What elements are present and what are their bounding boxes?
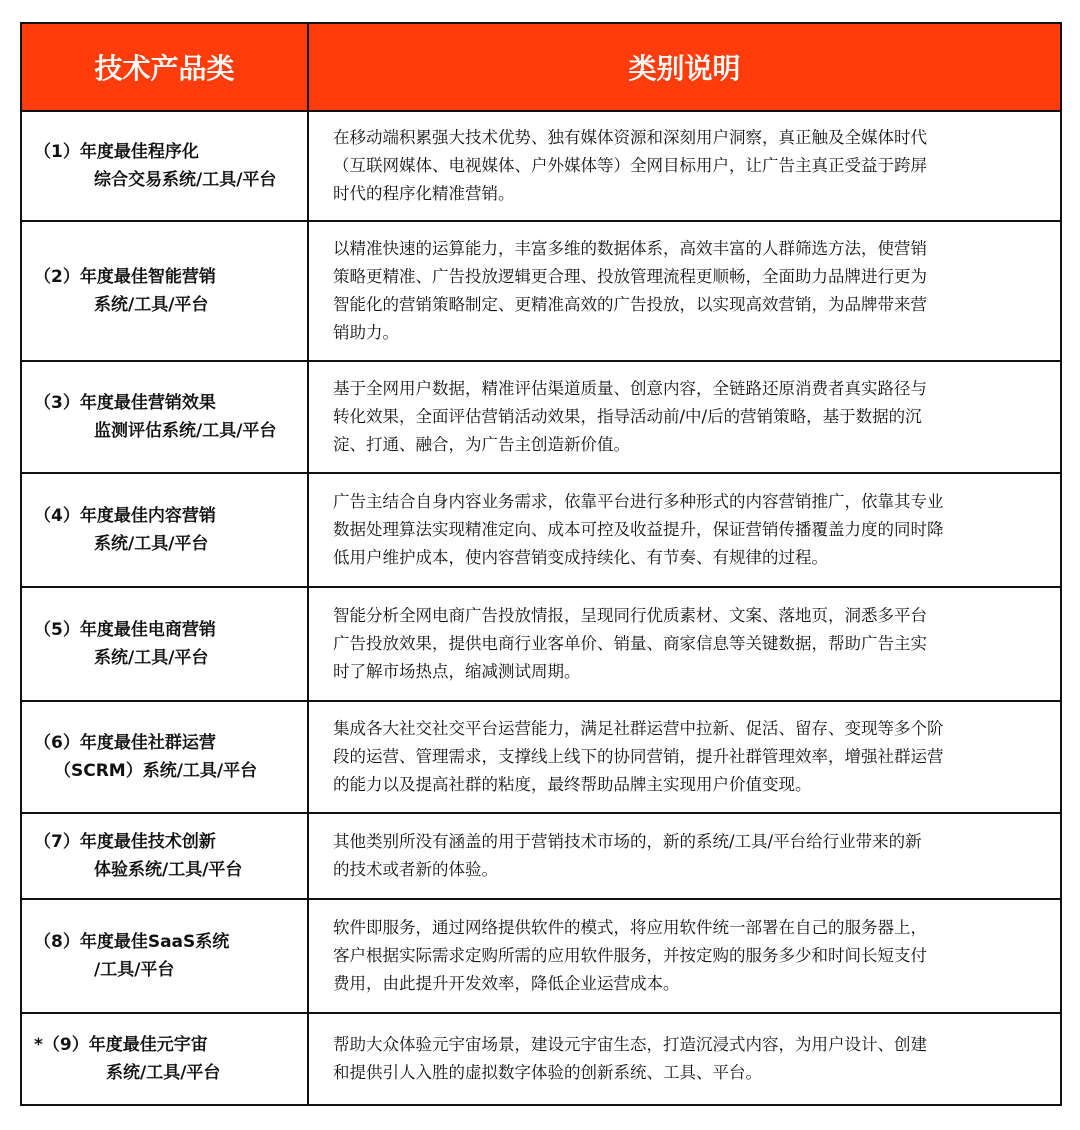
description-line: 在移动端积累强大技术优势、独有媒体资源和深刻用户洞察，真正触及全媒体时代 (333, 128, 927, 147)
header-category-description: 类别说明 (308, 23, 1061, 111)
description-line: 淀、打通、融合，为广告主创造新价值。 (333, 435, 630, 454)
category-name-cell (21, 361, 308, 473)
category-name-line-2: 体验系统/工具/平台 (94, 860, 243, 880)
table-row (21, 221, 1061, 361)
table-row (21, 899, 1061, 1013)
table-row (21, 1013, 1061, 1105)
table-row (21, 701, 1061, 813)
category-name-line-2: （SCRM）系统/工具/平台 (54, 761, 258, 781)
description-line: 集成各大社交社交平台运营能力，满足社群运营中拉新、促活、留存、变现等多个阶 (333, 719, 944, 738)
description-line: 的能力以及提高社群的粘度，最终帮助品牌主实现用户价值变现。 (333, 775, 812, 794)
description-line: 和提供引人入胜的虚拟数字体验的创新系统、工具、平台。 (333, 1063, 762, 1082)
category-description-cell (308, 361, 1061, 473)
description-line: 广告主结合自身内容业务需求，依靠平台进行多种形式的内容营销推广，依靠其专业 (333, 492, 944, 511)
category-name-line-1: （7）年度最佳技术创新 (34, 832, 216, 852)
category-description-cell (308, 899, 1061, 1013)
description-line: 基于全网用户数据，精准评估渠道质量、创意内容，全链路还原消费者真实路径与 (333, 379, 927, 398)
category-description-cell (308, 111, 1061, 221)
category-name-line-1: （4）年度最佳内容营销 (34, 506, 216, 526)
category-description-cell (308, 813, 1061, 899)
category-name-line-2: 监测评估系统/工具/平台 (94, 421, 277, 441)
category-name-line-1: （5）年度最佳电商营销 (34, 620, 216, 640)
table-row (21, 587, 1061, 701)
category-description-cell (308, 1013, 1061, 1105)
description-line: 低用户维护成本，使内容营销变成持续化、有节奏、有规律的过程。 (333, 548, 828, 567)
category-description-cell (308, 701, 1061, 813)
description-line: 转化效果，全面评估营销活动效果，指导活动前/中/后的营销策略，基于数据的沉 (333, 407, 922, 426)
category-name-line-2: /工具/平台 (94, 960, 175, 980)
description-line: （互联网媒体、电视媒体、户外媒体等）全网目标用户，让广告主真正受益于跨屏 (333, 156, 927, 175)
category-name-cell (21, 587, 308, 701)
description-line: 数据处理算法实现精准定向、成本可控及收益提升，保证营销传播覆盖力度的同时降 (333, 520, 944, 539)
category-name-cell (21, 813, 308, 899)
table-row (21, 813, 1061, 899)
award-category-table (20, 22, 1062, 1106)
description-line: 智能化的营销策略制定、更精准高效的广告投放，以实现高效营销，为品牌带来营 (333, 295, 927, 314)
category-description-cell (308, 473, 1061, 587)
category-name-line-1: （1）年度最佳程序化 (34, 142, 199, 162)
category-name-line-2: 系统/工具/平台 (94, 534, 209, 554)
description-line: 其他类别所没有涵盖的用于营销技术市场的，新的系统/工具/平台给行业带来的新 (333, 832, 922, 851)
description-line: 段的运营、管理需求，支撑线上线下的协同营销，提升社群管理效率，增强社群运营 (333, 747, 944, 766)
category-name-line-2: 系统/工具/平台 (94, 295, 209, 315)
category-name-cell (21, 1013, 308, 1105)
description-line: 时代的程序化精准营销。 (333, 184, 515, 203)
category-name-line-1: （6）年度最佳社群运营 (34, 733, 216, 753)
description-line: 策略更精准、广告投放逻辑更合理、投放管理流程更顺畅，全面助力品牌进行更为 (333, 267, 927, 286)
header-product-category: 技术产品类 (21, 23, 308, 111)
description-line: 时了解市场热点，缩减测试周期。 (333, 662, 581, 681)
description-line: 费用，由此提升开发效率，降低企业运营成本。 (333, 974, 680, 993)
category-name-line-1: （2）年度最佳智能营销 (34, 267, 216, 287)
category-name-line-2: 综合交易系统/工具/平台 (94, 170, 277, 190)
category-name-cell (21, 473, 308, 587)
table-row (21, 361, 1061, 473)
description-line: 的技术或者新的体验。 (333, 860, 498, 879)
category-name-line-1: （3）年度最佳营销效果 (34, 393, 216, 413)
description-line: 智能分析全网电商广告投放情报，呈现同行优质素材、文案、落地页，洞悉多平台 (333, 606, 927, 625)
category-name-line-2: 系统/工具/平台 (106, 1063, 221, 1083)
table-body (21, 111, 1061, 1105)
category-name-line-2: 系统/工具/平台 (94, 648, 209, 668)
category-name-line-1: *（9）年度最佳元宇宙 (34, 1035, 208, 1055)
category-name-cell (21, 221, 308, 361)
category-description-cell (308, 221, 1061, 361)
table-row (21, 473, 1061, 587)
description-line: 客户根据实际需求定购所需的应用软件服务，并按定购的服务多少和时间长短支付 (333, 946, 927, 965)
category-name-cell (21, 111, 308, 221)
category-name-line-1: （8）年度最佳SaaS系统 (34, 932, 230, 952)
description-line: 广告投放效果，提供电商行业客单价、销量、商家信息等关键数据，帮助广告主实 (333, 634, 927, 653)
category-description-cell (308, 587, 1061, 701)
table-header-row (21, 23, 1061, 111)
category-name-cell (21, 899, 308, 1013)
table-row (21, 111, 1061, 221)
category-name-cell (21, 701, 308, 813)
description-line: 销助力。 (333, 323, 399, 342)
description-line: 以精准快速的运算能力，丰富多维的数据体系，高效丰富的人群筛选方法，使营销 (333, 239, 927, 258)
description-line: 帮助大众体验元宇宙场景，建设元宇宙生态，打造沉浸式内容，为用户设计、创建 (333, 1035, 927, 1054)
description-line: 软件即服务，通过网络提供软件的模式，将应用软件统一部署在自己的服务器上， (333, 918, 927, 937)
